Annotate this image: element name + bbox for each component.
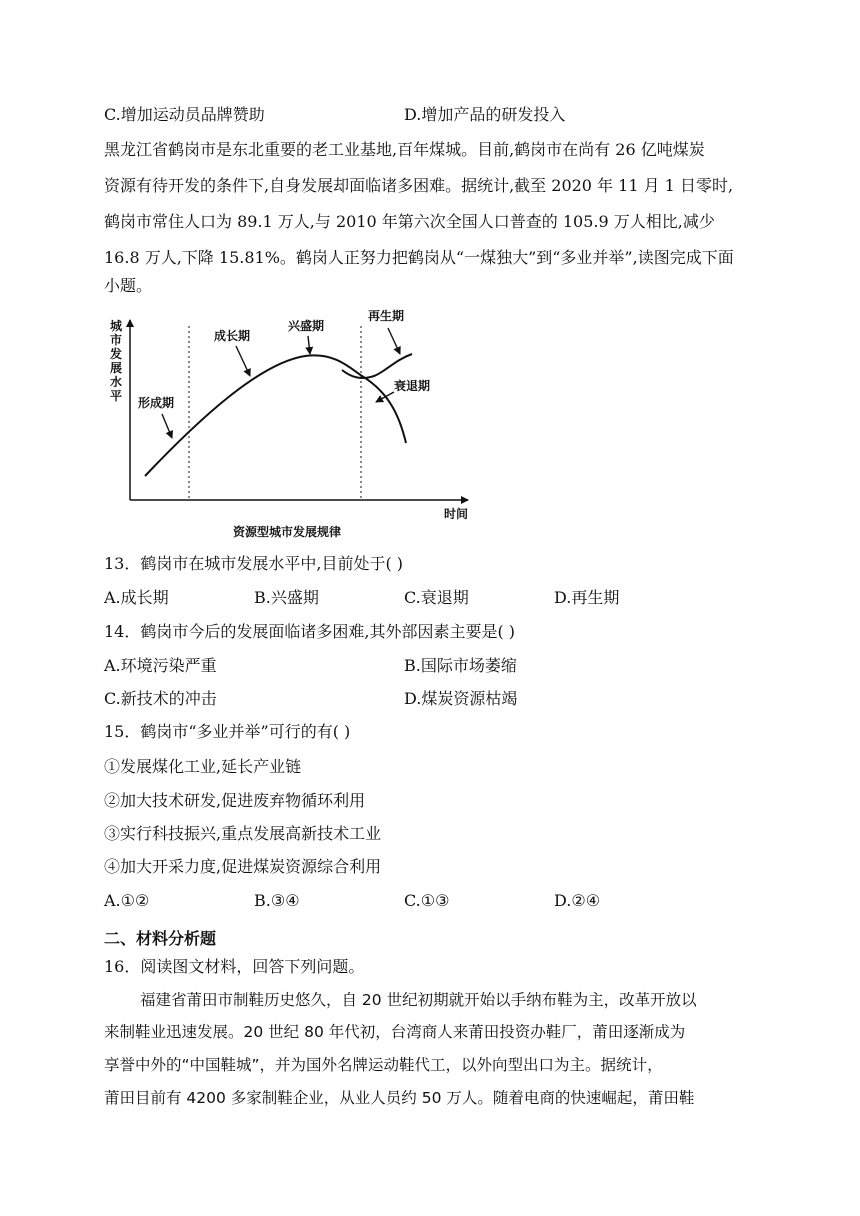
- y-axis-label-char: 市: [110, 333, 123, 347]
- q15-item: ①发展煤化工业,延长产业链: [104, 757, 302, 776]
- q14-option-b[interactable]: B.国际市场萎缩: [404, 656, 517, 675]
- q15-item: ③实行科技振兴,重点发展高新技术工业: [104, 824, 382, 843]
- q13-option-c[interactable]: C.衰退期: [404, 588, 469, 607]
- q14-option-c[interactable]: C.新技术的冲击: [104, 689, 217, 708]
- label-prosperity: 兴盛期: [288, 319, 325, 333]
- x-axis-label: 时间: [444, 507, 469, 521]
- q15-item: ④加大开采力度,促进煤炭资源综合利用: [104, 857, 382, 876]
- label-regeneration: 再生期: [368, 309, 405, 323]
- passage-line: 资源有待开发的条件下,自身发展却面临诸多困难。据统计,截至 2020 年 11 月 1 日零时,: [104, 176, 734, 195]
- y-axis-label-char: 发: [110, 347, 123, 361]
- q15-stem: 15．鹤岗市“多业并举”可行的有( ): [104, 722, 351, 741]
- passage-line: 16.8 万人,下降 15.81%。鹤岗人正努力把鹤岗从“一煤独大”到“多业并举”,读图完成下面: [104, 248, 734, 267]
- y-axis-label-char: 平: [110, 389, 123, 403]
- city-development-diagram: [100, 308, 480, 546]
- y-axis-label-char: 展: [110, 361, 123, 375]
- q13-option-d[interactable]: D.再生期: [554, 588, 620, 607]
- q13-option-a[interactable]: A.成长期: [104, 588, 169, 607]
- decline-arrow: [376, 392, 394, 402]
- y-axis-label: [109, 319, 126, 403]
- q13-stem: 13．鹤岗市在城市发展水平中,目前处于( ): [104, 554, 404, 573]
- regeneration-curve: [342, 354, 412, 378]
- passage-line: 鹤岗市常住人口为 89.1 万人,与 2010 年第六次全国人口普查的 105.9 万人相比,减少: [104, 212, 715, 231]
- q15-item: ②加大技术研发,促进废弃物循环利用: [104, 791, 366, 810]
- y-axis-label-char: 城: [110, 319, 123, 333]
- material-line: 莆田目前有 4200 多家制鞋企业，从业人员约 50 万人。随着电商的快速崛起，莆田鞋: [104, 1089, 695, 1107]
- q16-stem: 16．阅读图文材料，回答下列问题。: [104, 957, 365, 976]
- q15-option-a[interactable]: A.①②: [104, 891, 150, 910]
- material-line: 来制鞋业迅速发展。20 世纪 80 年代初，台湾商人来莆田投资办鞋厂，莆田逐渐成为: [104, 1023, 686, 1041]
- q14-option-a[interactable]: A.环境污染严重: [104, 656, 217, 675]
- label-growth: 成长期: [214, 329, 251, 343]
- label-decline: 衰退期: [394, 379, 431, 393]
- label-formation: 形成期: [138, 396, 175, 410]
- q14-stem: 14．鹤岗市今后的发展面临诸多困难,其外部因素主要是( ): [104, 622, 516, 641]
- development-curve: [145, 355, 406, 476]
- q15-option-c[interactable]: C.①③: [404, 891, 450, 910]
- passage-line: 小题。: [104, 276, 153, 295]
- figure-caption: 资源型城市发展规律: [233, 525, 342, 539]
- q14-option-d[interactable]: D.煤炭资源枯竭: [404, 689, 518, 708]
- passage-line: 黑龙江省鹤岗市是东北重要的老工业基地,百年煤城。目前,鹤岗市在尚有 26 亿吨煤炭: [104, 140, 705, 159]
- q13-option-b[interactable]: B.兴盛期: [254, 588, 319, 607]
- formation-arrow: [162, 414, 172, 438]
- option-c-prev: C.增加运动员品牌赞助: [104, 105, 265, 124]
- material-line: 享誉中外的“中国鞋城”，并为国外名牌运动鞋代工，以外向型出口为主。据统计，: [104, 1056, 663, 1074]
- option-d-prev: D.增加产品的研发投入: [404, 105, 566, 124]
- q15-option-d[interactable]: D.②④: [554, 891, 601, 910]
- y-axis-label-char: 水: [110, 375, 123, 389]
- regeneration-arrow: [388, 328, 400, 354]
- prosperity-arrow: [308, 336, 310, 354]
- section-heading: 二、材料分析题: [104, 929, 217, 948]
- material-line: 福建省莆田市制鞋历史悠久，自 20 世纪初期就开始以手纳布鞋为主，改革开放以: [140, 991, 697, 1009]
- q15-option-b[interactable]: B.③④: [254, 891, 300, 910]
- growth-arrow: [236, 346, 250, 376]
